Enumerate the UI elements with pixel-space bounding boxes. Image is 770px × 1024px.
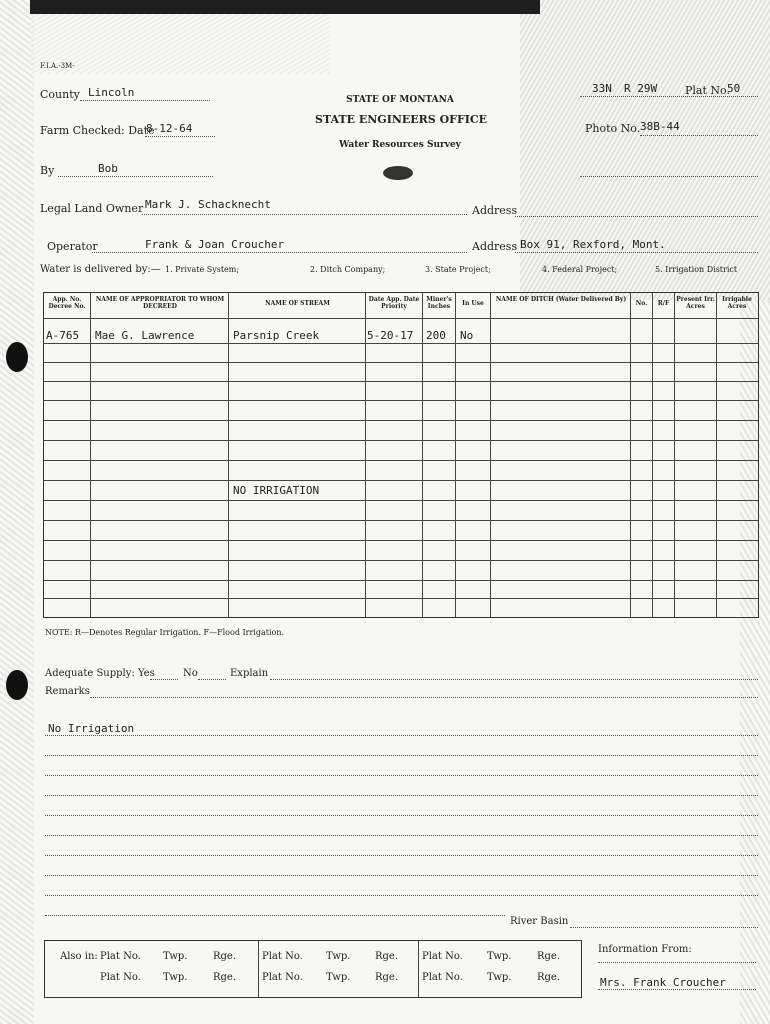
county-value: Lincoln bbox=[88, 86, 135, 99]
legal-owner-value: Mark J. Schacknecht bbox=[145, 198, 271, 211]
row1-inches: 200 bbox=[426, 329, 446, 342]
rge-label: Rge. bbox=[537, 972, 561, 983]
farm-checked-label: Farm Checked: Date bbox=[40, 124, 155, 137]
twp-label: Twp. bbox=[326, 972, 351, 983]
delivery-option-2: 2. Ditch Company; bbox=[310, 265, 386, 274]
township-value: 33N bbox=[592, 82, 612, 95]
operator-address-value: Box 91, Rexford, Mont. bbox=[520, 238, 666, 251]
plat-label: Plat No. bbox=[262, 951, 303, 962]
twp-label: Twp. bbox=[487, 951, 512, 962]
col-stream: NAME OF STREAM bbox=[265, 300, 330, 307]
plat-label: Plat No. bbox=[262, 972, 303, 983]
survey-title: Water Resources Survey bbox=[339, 140, 461, 150]
operator-value: Frank & Joan Croucher bbox=[145, 238, 285, 251]
adequate-no-label: No bbox=[183, 668, 198, 679]
info-from-value: Mrs. Frank Croucher bbox=[600, 976, 726, 989]
col-date: Date App. Date Priority bbox=[368, 296, 420, 310]
by-value: Bob bbox=[98, 162, 118, 175]
state-title: STATE OF MONTANA bbox=[346, 95, 454, 105]
delivery-option-1: 1. Private System; bbox=[165, 265, 240, 274]
irrigation-note: NOTE: R—Denotes Regular Irrigation. F—Flood Irrigation. bbox=[45, 628, 285, 637]
range-value: R 29W bbox=[624, 82, 658, 95]
rge-label: Rge. bbox=[213, 972, 237, 983]
by-label: By bbox=[40, 164, 55, 177]
address-label: Address bbox=[472, 204, 518, 217]
info-from-label: Information From: bbox=[598, 944, 692, 955]
rge-label: Rge. bbox=[375, 972, 399, 983]
delivery-option-4: 4. Federal Project; bbox=[542, 265, 618, 274]
office-title: STATE ENGINEERS OFFICE bbox=[315, 113, 488, 126]
plat-label: Plat No. bbox=[100, 951, 141, 962]
table-note: NO IRRIGATION bbox=[233, 484, 320, 497]
river-basin-label: River Basin bbox=[510, 916, 569, 927]
plat-no-label: Plat No. bbox=[685, 84, 730, 97]
rge-label: Rge. bbox=[537, 951, 561, 962]
scan-edge bbox=[30, 0, 540, 14]
punch-hole-icon bbox=[6, 342, 28, 372]
explain-label: Explain bbox=[230, 668, 269, 679]
row1-app-no: A-765 bbox=[46, 329, 80, 342]
operator-address-label: Address bbox=[472, 240, 518, 253]
plat-label: Plat No. bbox=[100, 972, 141, 983]
legal-owner-label: Legal Land Owner bbox=[40, 202, 144, 215]
state-seal-icon bbox=[383, 166, 413, 180]
col-rf: R/F bbox=[657, 300, 670, 307]
delivery-option-5: 5. Irrigation District bbox=[655, 265, 738, 274]
row1-date: 5-20-17 bbox=[367, 329, 414, 342]
col-inches: Miner's Inches bbox=[426, 296, 452, 310]
row1-stream: Parsnip Creek bbox=[233, 329, 320, 342]
col-app-no: App. No. Decree No. bbox=[48, 296, 86, 310]
twp-label: Twp. bbox=[163, 951, 188, 962]
plat-no-value: 50 bbox=[727, 82, 741, 95]
row1-in-use: No bbox=[460, 329, 474, 342]
rge-label: Rge. bbox=[213, 951, 237, 962]
col-no: No. bbox=[635, 300, 648, 307]
remarks-label: Remarks bbox=[45, 686, 90, 697]
col-ditch: NAME OF DITCH (Water Delivered By) bbox=[495, 296, 627, 303]
punch-hole-icon bbox=[6, 670, 28, 700]
photo-no-value: 38B-44 bbox=[640, 120, 680, 133]
col-irrigable-acres: Irrigable Acres bbox=[722, 296, 752, 310]
plat-label: Plat No. bbox=[422, 951, 463, 962]
delivery-option-3: 3. State Project; bbox=[425, 265, 491, 274]
twp-label: Twp. bbox=[487, 972, 512, 983]
also-in-box bbox=[44, 940, 582, 998]
delivery-label: Water is delivered by:— bbox=[40, 264, 161, 275]
also-in-label: Also in: bbox=[60, 951, 98, 962]
adequate-label: Adequate Supply: Yes bbox=[45, 668, 155, 679]
row1-appropriator: Mae G. Lawrence bbox=[95, 329, 195, 342]
county-label: County bbox=[40, 88, 80, 101]
farm-checked-value: 8-12-64 bbox=[146, 122, 193, 135]
operator-label: Operator bbox=[47, 240, 98, 253]
remarks-value: No Irrigation bbox=[48, 722, 135, 735]
photo-no-label: Photo No. bbox=[585, 122, 641, 135]
twp-label: Twp. bbox=[163, 972, 188, 983]
plat-label: Plat No. bbox=[422, 972, 463, 983]
rge-label: Rge. bbox=[375, 951, 399, 962]
col-in-use: In Use bbox=[462, 300, 484, 307]
form-code: F.I.A.-3M- bbox=[40, 62, 75, 70]
col-appropriator: NAME OF APPROPRIATOR TO WHOM DECREED bbox=[95, 296, 225, 310]
twp-label: Twp. bbox=[326, 951, 351, 962]
col-present-acres: Present Irr. Acres bbox=[676, 296, 715, 310]
